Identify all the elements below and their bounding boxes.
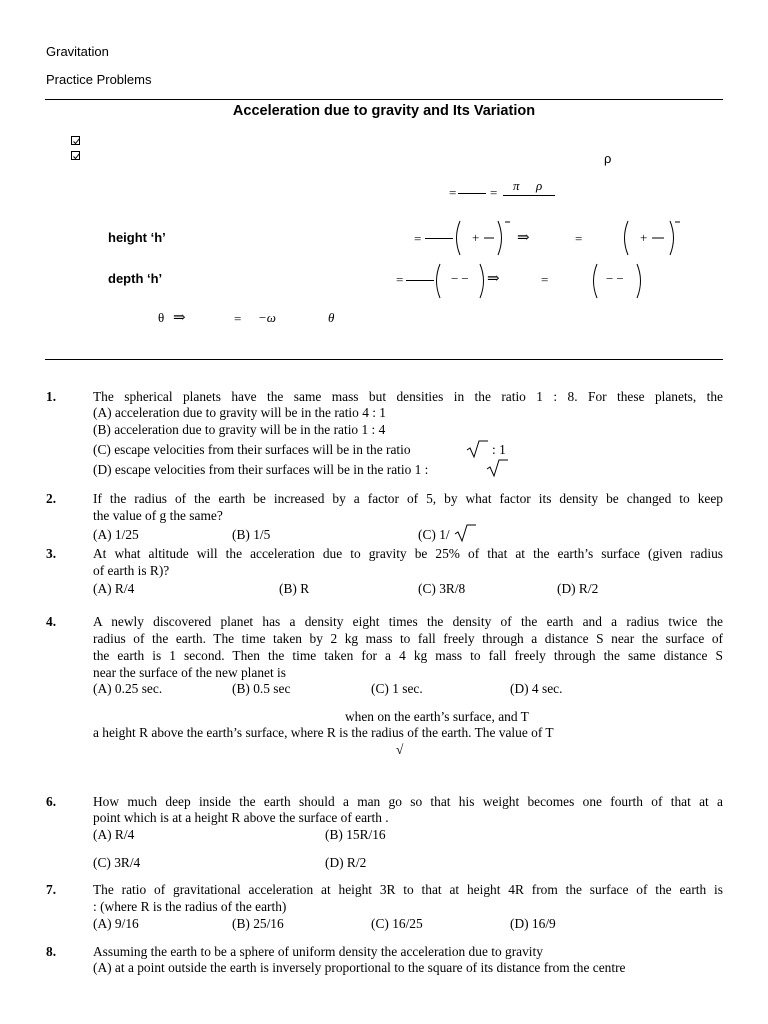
latitude-equals: = [234, 311, 242, 326]
option-c: (C) 3R/4 [93, 855, 141, 870]
question-text: : (where R is the radius of the earth) [93, 899, 287, 914]
option-c: (C) 1 sec. [371, 681, 423, 696]
fraction-bar [406, 280, 434, 281]
question-text: How much deep inside the earth should a man go so that his weight becomes one fourth of that at a [93, 794, 723, 809]
option-a: (A) 9/16 [93, 916, 139, 931]
depth-equals-2: = [541, 272, 549, 287]
option-d: (D) R/2 [557, 581, 599, 596]
fraction-bar [503, 195, 555, 196]
square-root-symbol: √ [396, 742, 404, 757]
depth-label: depth ‘h’ [108, 271, 163, 286]
height-label: height ‘h’ [108, 230, 166, 245]
question-text: The ratio of gravitational acceleration at height 3R to that at height 4R from the surface of the earth is [93, 882, 723, 897]
question-number: 3. [46, 546, 57, 561]
eq-surface-equals-2: = [490, 185, 498, 200]
fraction-bar [458, 193, 486, 194]
question-number: 1. [46, 389, 57, 404]
question-text: the earth is 1 second. Then the time taken for a 4 kg mass to fall freely through the same distance S [93, 648, 723, 663]
top-rule [45, 99, 723, 100]
question-number: 6. [46, 794, 57, 809]
depth-implies-arrow: ⇒ [487, 271, 500, 287]
checkbox-bullet-icon [71, 136, 80, 145]
option-d: (D) 16/9 [510, 916, 556, 931]
option-text: (B) acceleration due to gravity will be in the ratio 1 : 4 [93, 422, 386, 437]
latitude-theta: θ [158, 310, 165, 325]
option-b: (B) 1/5 [232, 527, 271, 542]
fraction-bar [425, 238, 453, 239]
option-b: (B) 0.5 sec [232, 681, 291, 696]
question-text: radius of the earth. The time taken by 2 kg mass to fall freely through a distance S near the surface of [93, 631, 723, 646]
question-text: If the radius of the earth be increased by a factor of 5, by what factor its density be changed to keep [93, 491, 723, 506]
question-text: A newly discovered planet has a density eight times the density of the earth and a radius twice the [93, 614, 723, 629]
option-text: (D) escape velocities from their surfaces will be in the ratio 1 : [93, 462, 429, 477]
height-plus-2: + [640, 230, 648, 245]
height-implies-arrow: ⇒ [517, 230, 530, 246]
question-text: of earth is R)? [93, 563, 170, 578]
rho-symbol-2: ρ [536, 178, 543, 193]
question-number: 2. [46, 491, 57, 506]
option-text: (C) escape velocities from their surfaces will be in the ratio [93, 442, 411, 457]
option-a: (A) 0.25 sec. [93, 681, 163, 696]
latitude-minus-omega: −ω [258, 310, 276, 325]
question-number: 8. [46, 944, 57, 959]
section-rule [45, 359, 723, 360]
square-root-icon [453, 523, 477, 543]
question-text: Assuming the earth to be a sphere of uniform density the acceleration due to gravity [93, 944, 543, 959]
height-brackets-icon [452, 219, 512, 257]
option-d: (D) 4 sec. [510, 681, 563, 696]
square-root-icon [485, 458, 509, 478]
question-text: a height R above the earth’s surface, where R is the radius of the earth. The value of T [93, 725, 554, 740]
section-title: Acceleration due to gravity and Its Variation [232, 103, 536, 119]
latitude-theta-2: θ [328, 310, 335, 325]
option-a: (A) at a point outside the earth is inversely proportional to the square of its distance from the centre [93, 960, 626, 975]
option-b: (B) R [279, 581, 310, 596]
option-a: (A) R/4 [93, 827, 135, 842]
rho-symbol: ρ [604, 151, 612, 166]
eq-surface-equals-1: = [449, 185, 457, 200]
height-plus: + [472, 230, 480, 245]
latitude-implies-arrow: ⇒ [173, 310, 186, 326]
option-b: (B) 25/16 [232, 916, 284, 931]
question-text: At what altitude will the acceleration due to gravity be 25% of that at the earth’s surface (given radius [93, 546, 723, 561]
question-text: when on the earth’s surface, and T [345, 709, 529, 724]
checkbox-bullet-icon [71, 151, 80, 160]
depth-minus-2: −− [606, 271, 627, 286]
option-b: (B) 15R/16 [325, 827, 386, 842]
height-brackets-icon-2 [620, 219, 682, 257]
question-text: the value of g the same? [93, 508, 223, 523]
option-a: (A) 1/25 [93, 527, 139, 542]
pi-symbol: π [513, 178, 520, 193]
square-root-icon [465, 439, 489, 459]
option-d: (D) R/2 [325, 855, 367, 870]
option-c: (C) 1/ [418, 527, 450, 542]
height-equals-2: = [575, 231, 583, 246]
question-text: near the surface of the new planet is [93, 665, 286, 680]
option-c: (C) 3R/8 [418, 581, 466, 596]
option-c: (C) 16/25 [371, 916, 423, 931]
document-subtitle: Practice Problems [46, 72, 152, 87]
question-number: 4. [46, 614, 57, 629]
option-text-suffix: : 1 [492, 442, 506, 457]
question-text: The spherical planets have the same mass but densities in the ratio 1 : 8. For these planets, the [93, 389, 723, 404]
height-equals: = [414, 231, 422, 246]
option-a: (A) R/4 [93, 581, 135, 596]
document-subject: Gravitation [46, 44, 109, 59]
question-text: point which is at a height R above the surface of earth . [93, 810, 389, 825]
depth-minus: −− [451, 271, 472, 286]
option-text: (A) acceleration due to gravity will be in the ratio 4 : 1 [93, 405, 387, 420]
question-number: 7. [46, 882, 57, 897]
depth-equals: = [396, 272, 404, 287]
